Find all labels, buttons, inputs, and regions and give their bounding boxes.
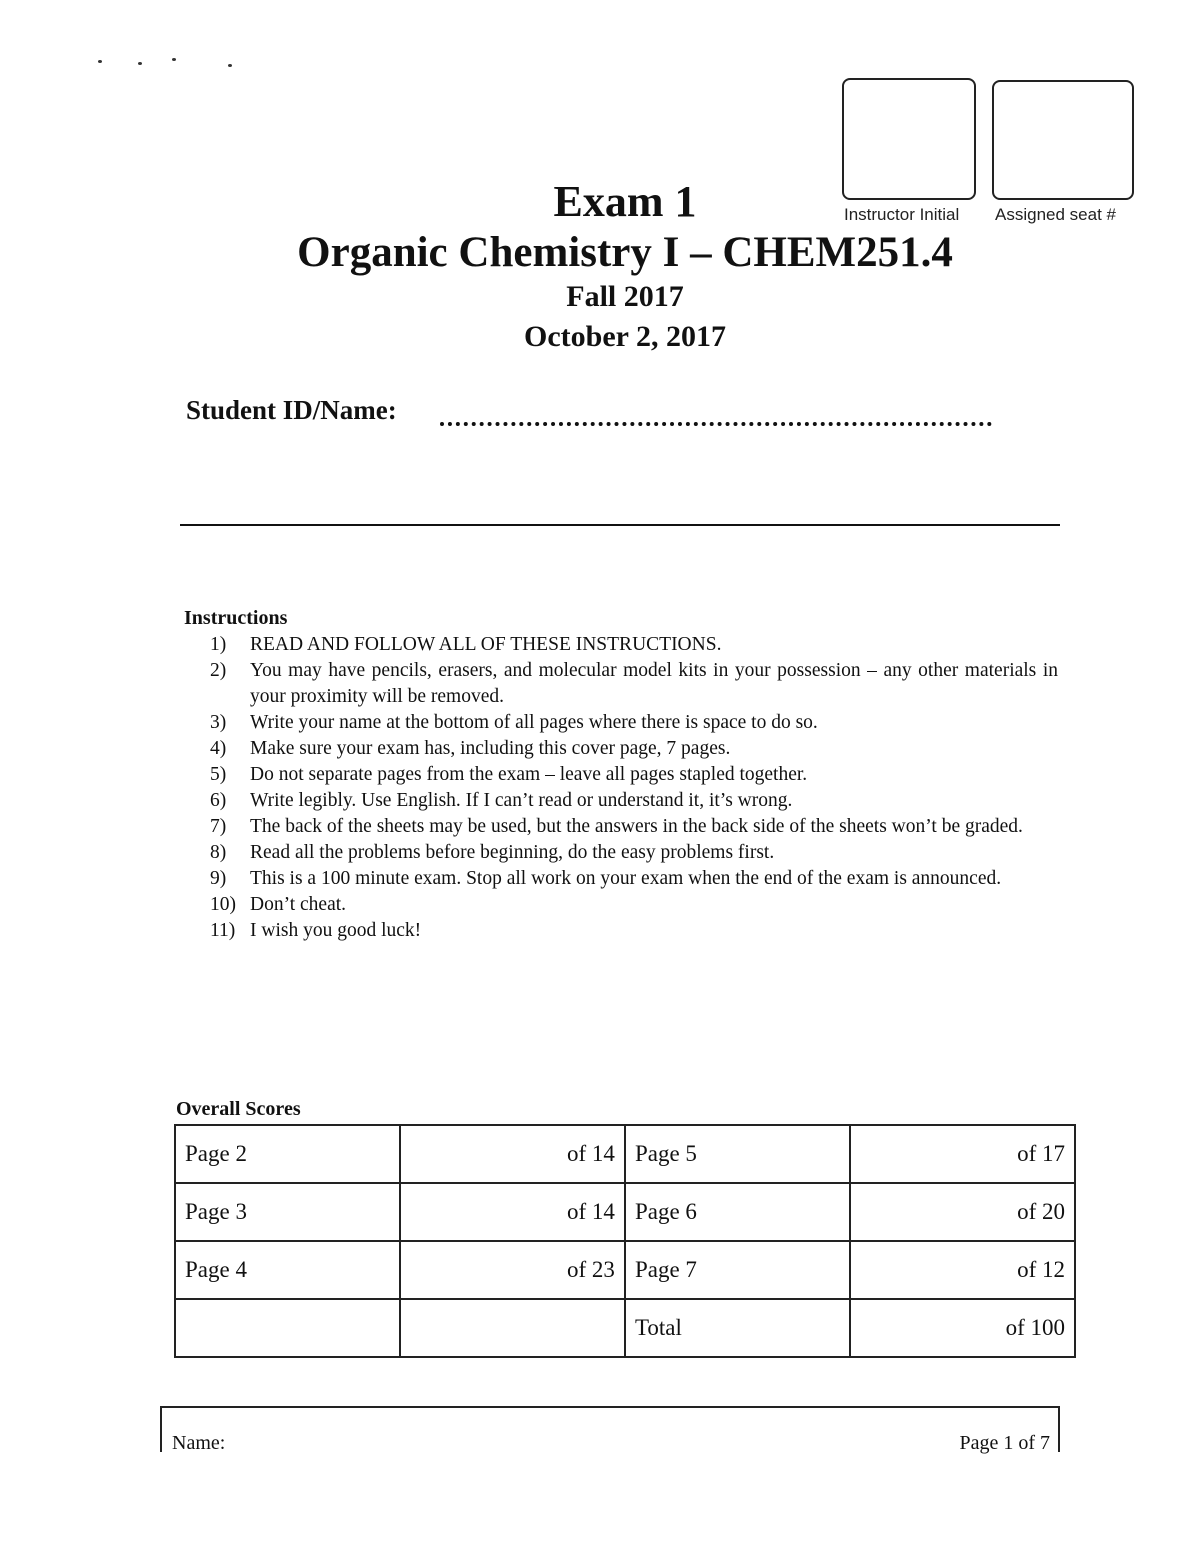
instruction-item xyxy=(210,736,1058,762)
instruction-text: READ AND FOLLOW ALL OF THESE INSTRUCTIONS. xyxy=(250,634,722,655)
instructor-initial-label: Instructor Initial xyxy=(844,205,960,224)
scan-speck xyxy=(98,60,102,63)
score-points-cell[interactable]: of 12 xyxy=(850,1241,1075,1299)
score-points-cell[interactable]: of 20 xyxy=(850,1183,1075,1241)
instruction-number: 8) xyxy=(210,842,227,863)
page-footer xyxy=(160,1406,1060,1452)
assigned-seat-label: Assigned seat # xyxy=(995,205,1116,224)
student-id-name-field[interactable] xyxy=(440,422,992,426)
instruction-number: 3) xyxy=(210,712,227,733)
instruction-text: I wish you good luck! xyxy=(250,920,422,941)
instruction-number: 4) xyxy=(210,738,227,759)
instruction-number: 10) xyxy=(210,894,236,915)
score-points-cell[interactable]: of 23 xyxy=(400,1241,625,1299)
instruction-item xyxy=(210,788,1058,814)
instruction-item xyxy=(210,840,1058,866)
instruction-text: Write your name at the bottom of all pages where there is space to do so. xyxy=(250,712,818,733)
term: Fall 2017 xyxy=(566,280,684,313)
instruction-number: 2) xyxy=(210,660,227,681)
instruction-number: 1) xyxy=(210,634,227,655)
instruction-text: Write legibly. Use English. If I can’t read or understand it, it’s wrong. xyxy=(250,790,793,811)
instruction-item xyxy=(210,892,1058,918)
instruction-text: Don’t cheat. xyxy=(250,894,347,915)
score-page-label: Page 2 xyxy=(175,1125,400,1183)
instruction-item xyxy=(210,866,1058,892)
instruction-item xyxy=(210,710,1058,736)
exam-title: Exam 1 xyxy=(553,177,697,226)
scan-speck xyxy=(172,58,176,61)
divider xyxy=(180,524,1060,526)
score-page-label xyxy=(175,1299,400,1357)
score-page-label: Page 6 xyxy=(625,1183,850,1241)
instruction-number: 11) xyxy=(210,920,236,941)
instruction-item xyxy=(210,762,1058,788)
score-page-label: Page 7 xyxy=(625,1241,850,1299)
page-number: Page 1 of 7 xyxy=(959,1432,1050,1454)
scan-speck xyxy=(138,62,142,65)
instruction-item xyxy=(210,918,1058,944)
score-row xyxy=(175,1183,1075,1241)
instruction-item xyxy=(210,632,1058,658)
instruction-text: Read all the problems before beginning, do the easy problems first. xyxy=(250,842,775,863)
instruction-item xyxy=(210,658,1058,710)
instructions-list xyxy=(210,632,1058,944)
overall-scores-heading: Overall Scores xyxy=(176,1098,301,1120)
student-id-name-label: Student ID/Name: xyxy=(186,395,397,425)
instructions-heading: Instructions xyxy=(184,607,288,629)
score-row xyxy=(175,1241,1075,1299)
instruction-text: You may have pencils, erasers, and molecular model kits in your possession – any other materials in your proximity will be removed. xyxy=(250,660,1058,707)
instruction-text: The back of the sheets may be used, but the answers in the back side of the sheets won’t be graded. xyxy=(250,816,1023,837)
instruction-number: 5) xyxy=(210,764,227,785)
instruction-text: Make sure your exam has, including this cover page, 7 pages. xyxy=(250,738,731,759)
instruction-number: 9) xyxy=(210,868,227,889)
score-page-label: Total xyxy=(625,1299,850,1357)
score-points-cell[interactable]: of 14 xyxy=(400,1125,625,1183)
score-table xyxy=(174,1124,1076,1358)
score-points-cell[interactable] xyxy=(400,1299,625,1357)
score-page-label: Page 4 xyxy=(175,1241,400,1299)
score-row xyxy=(175,1299,1075,1357)
score-row xyxy=(175,1125,1075,1183)
scan-speck xyxy=(228,64,232,67)
footer-name-label: Name: xyxy=(172,1432,226,1454)
score-points-cell[interactable]: of 17 xyxy=(850,1125,1075,1183)
instruction-item xyxy=(210,814,1058,840)
instruction-text: This is a 100 minute exam. Stop all work on your exam when the end of the exam is announced. xyxy=(250,868,1002,889)
course-title: Organic Chemistry I – CHEM251.4 xyxy=(297,229,953,276)
score-page-label: Page 3 xyxy=(175,1183,400,1241)
instruction-text: Do not separate pages from the exam – leave all pages stapled together. xyxy=(250,764,808,785)
exam-date: October 2, 2017 xyxy=(524,320,726,353)
score-points-cell[interactable]: of 14 xyxy=(400,1183,625,1241)
instruction-number: 6) xyxy=(210,790,227,811)
instruction-number: 7) xyxy=(210,816,227,837)
score-page-label: Page 5 xyxy=(625,1125,850,1183)
score-points-cell[interactable]: of 100 xyxy=(850,1299,1075,1357)
